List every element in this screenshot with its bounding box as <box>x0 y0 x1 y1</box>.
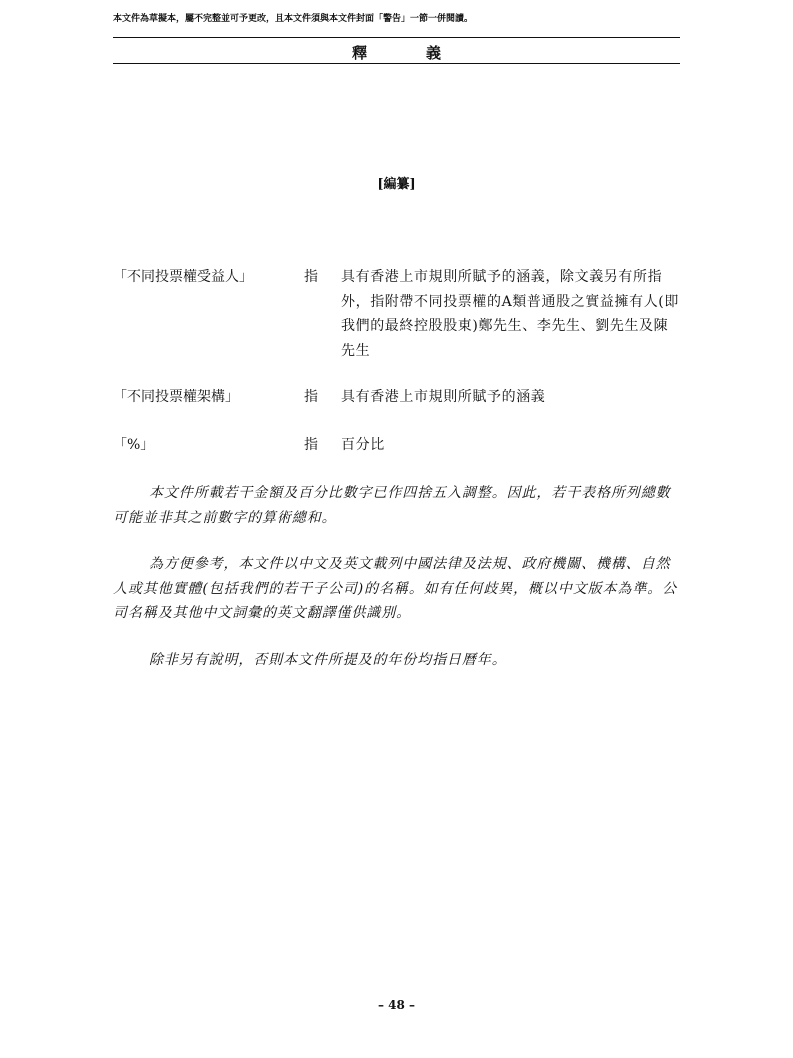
body-paragraph <box>113 552 680 626</box>
definition-entry <box>113 385 680 410</box>
page-number: – 48 – <box>377 998 416 1012</box>
header-rule-bottom <box>113 63 680 64</box>
paragraph-text: 除非另有說明，否則本文件所提及的年份均指日曆年。 <box>149 652 507 668</box>
body-paragraph <box>113 481 680 530</box>
definition-means: 指 <box>304 437 318 453</box>
section-title: 釋 義 <box>351 44 463 62</box>
definition-entry <box>113 433 680 458</box>
definition-term: 「不同投票權受益人」 <box>113 269 253 285</box>
definition-term: 「%」 <box>113 437 155 453</box>
definition-term: 「不同投票權架構」 <box>113 389 239 405</box>
definition-means: 指 <box>304 269 318 285</box>
definition-means: 指 <box>304 389 318 405</box>
paragraph-text: 本文件所載若干金額及百分比數字已作四捨五入調整。因此，若干表格所列總數可能並非其之前數字的算術總和。 <box>113 485 671 526</box>
definition-entry <box>113 265 680 363</box>
body-paragraph <box>113 648 680 673</box>
paragraph-text: 為方便參考，本文件以中文及英文載列中國法律及法規、政府機關、機構、自然人或其他實體(包括我們的若干子公司)的名稱。如有任何歧異，概以中文版本為準。公司名稱及其他中文詞彙的英文翻譯僅供識別。 <box>113 556 678 621</box>
definition-text: 具有香港上市規則所賦予的涵義，除文義另有所指外，指附帶不同投票權的A類普通股之實益擁有人(即我們的最終控股股東)鄭先生、李先生、劉先生及陳先生 <box>341 269 679 359</box>
header-rule-top <box>113 37 680 38</box>
definition-text: 具有香港上市規則所賦予的涵義 <box>341 389 546 405</box>
draft-notice: 本文件為草擬本，屬不完整並可予更改，且本文件須與本文件封面「警告」一節一併閱讀。 <box>113 14 474 24</box>
redacted-marker: [編纂] <box>377 177 416 192</box>
definition-text: 百分比 <box>341 437 385 453</box>
